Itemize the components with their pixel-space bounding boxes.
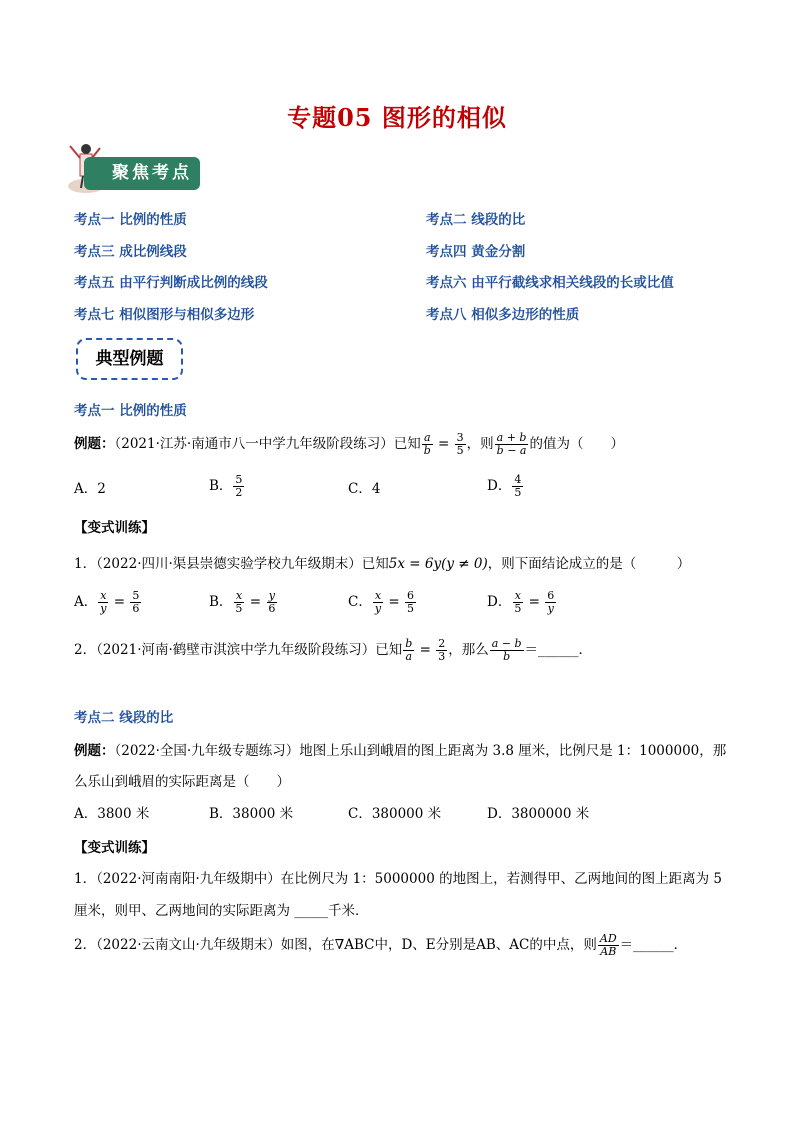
s2-option-a[interactable]: A．3800 米 bbox=[74, 806, 150, 822]
point-2[interactable]: 考点二 线段的比 bbox=[426, 212, 526, 228]
s1-question-2: 2．（2021·河南·鹤壁市淇滨中学九年级阶段练习）已知 $\frac{b}{a}$ = $\frac{2}{3}$ ，那么 $\frac{a - b}{b}$ ＝______． bbox=[74, 637, 593, 663]
q1-option-b[interactable]: B． $\frac{x}{5}$ = $\frac{y}{6}$ bbox=[209, 589, 276, 615]
point-3[interactable]: 考点三 成比例线段 bbox=[74, 244, 187, 260]
point-4[interactable]: 考点四 黄金分割 bbox=[426, 244, 526, 260]
point-8[interactable]: 考点八 相似多边形的性质 bbox=[426, 307, 580, 323]
option-d[interactable]: D． $\frac{4}{5}$ bbox=[487, 473, 522, 499]
fraction: $\frac{a}{b}$ bbox=[423, 431, 431, 457]
s2-option-b[interactable]: B．38000 米 bbox=[209, 806, 294, 822]
option-a[interactable]: A．2 bbox=[74, 481, 106, 497]
point-7[interactable]: 考点七 相似图形与相似多边形 bbox=[74, 307, 255, 323]
training-label: 【变式训练】 bbox=[74, 520, 155, 536]
point-1[interactable]: 考点一 比例的性质 bbox=[74, 212, 187, 228]
s2-question-1-line1: 1．（2022·河南南阳·九年级期中）在比例尺为 1：5000000 的地图上，若测得甲、乙两地间的图上距离为 5 bbox=[74, 871, 722, 887]
s1-example: 例题：（2021·江苏·南通市八一中学九年级阶段练习）已知 $\frac{a}{b}$ = $\frac{3}{5}$ ，则 $\frac{a + b}{b - a}$ 的值为（ ） bbox=[74, 431, 624, 457]
s1-question-1: 1．（2022·四川·渠县崇德实验学校九年级期末）已知5x = 6y(y ≠ 0)，则下面结论成立的是（ ） bbox=[74, 556, 691, 572]
typical-examples-box: 典型例题 bbox=[76, 338, 183, 380]
s2-question-2: 2．（2022·云南文山·九年级期末）如图，在∇ABC中，D、E分别是AB、AC的中点，则 $\frac{AD}{AB}$ ＝______． bbox=[74, 932, 688, 958]
option-c[interactable]: C．4 bbox=[348, 481, 381, 497]
q1-option-c[interactable]: C． $\frac{x}{y}$ = $\frac{6}{5}$ bbox=[348, 589, 414, 615]
equation: 5x = 6y(y ≠ 0) bbox=[388, 556, 488, 572]
s2-example-line2: 么乐山到峨眉的实际距离是（ ） bbox=[74, 774, 290, 790]
example-source: （2021·江苏·南通市八一中学九年级阶段练习）已知 bbox=[114, 436, 421, 452]
q1-option-a[interactable]: A． $\frac{x}{y}$ = $\frac{5}{6}$ bbox=[74, 589, 140, 615]
section1-heading: 考点一 比例的性质 bbox=[74, 403, 187, 419]
point-6[interactable]: 考点六 由平行截线求相关线段的长或比值 bbox=[426, 275, 674, 291]
s2-option-d[interactable]: D．3800000 米 bbox=[487, 806, 590, 822]
focus-points-badge: 聚焦考点 bbox=[84, 157, 200, 190]
s2-question-1-line2: 厘米，则甲、乙两地间的实际距离为 _____千米． bbox=[74, 903, 369, 919]
fraction: $\frac{a + b}{b - a}$ bbox=[496, 431, 527, 457]
fraction: $\frac{3}{5}$ bbox=[456, 431, 464, 457]
s2-example-line1: 例题：（2022·全国·九年级专题练习）地图上乐山到峨眉的图上距离为 3.8 厘米，比例尺是 1：1000000，那 bbox=[74, 743, 727, 759]
s2-option-c[interactable]: C．380000 米 bbox=[348, 806, 442, 822]
q1-option-d[interactable]: D． $\frac{x}{5}$ = $\frac{6}{y}$ bbox=[487, 589, 555, 615]
page-title: 专题05 图形的相似 bbox=[287, 103, 507, 132]
training-label-2: 【变式训练】 bbox=[74, 840, 155, 856]
point-5[interactable]: 考点五 由平行判断成比例的线段 bbox=[74, 275, 268, 291]
section2-heading: 考点二 线段的比 bbox=[74, 710, 174, 726]
example-label: 例题： bbox=[74, 436, 115, 452]
option-b[interactable]: B． $\frac{5}{2}$ bbox=[209, 473, 243, 499]
